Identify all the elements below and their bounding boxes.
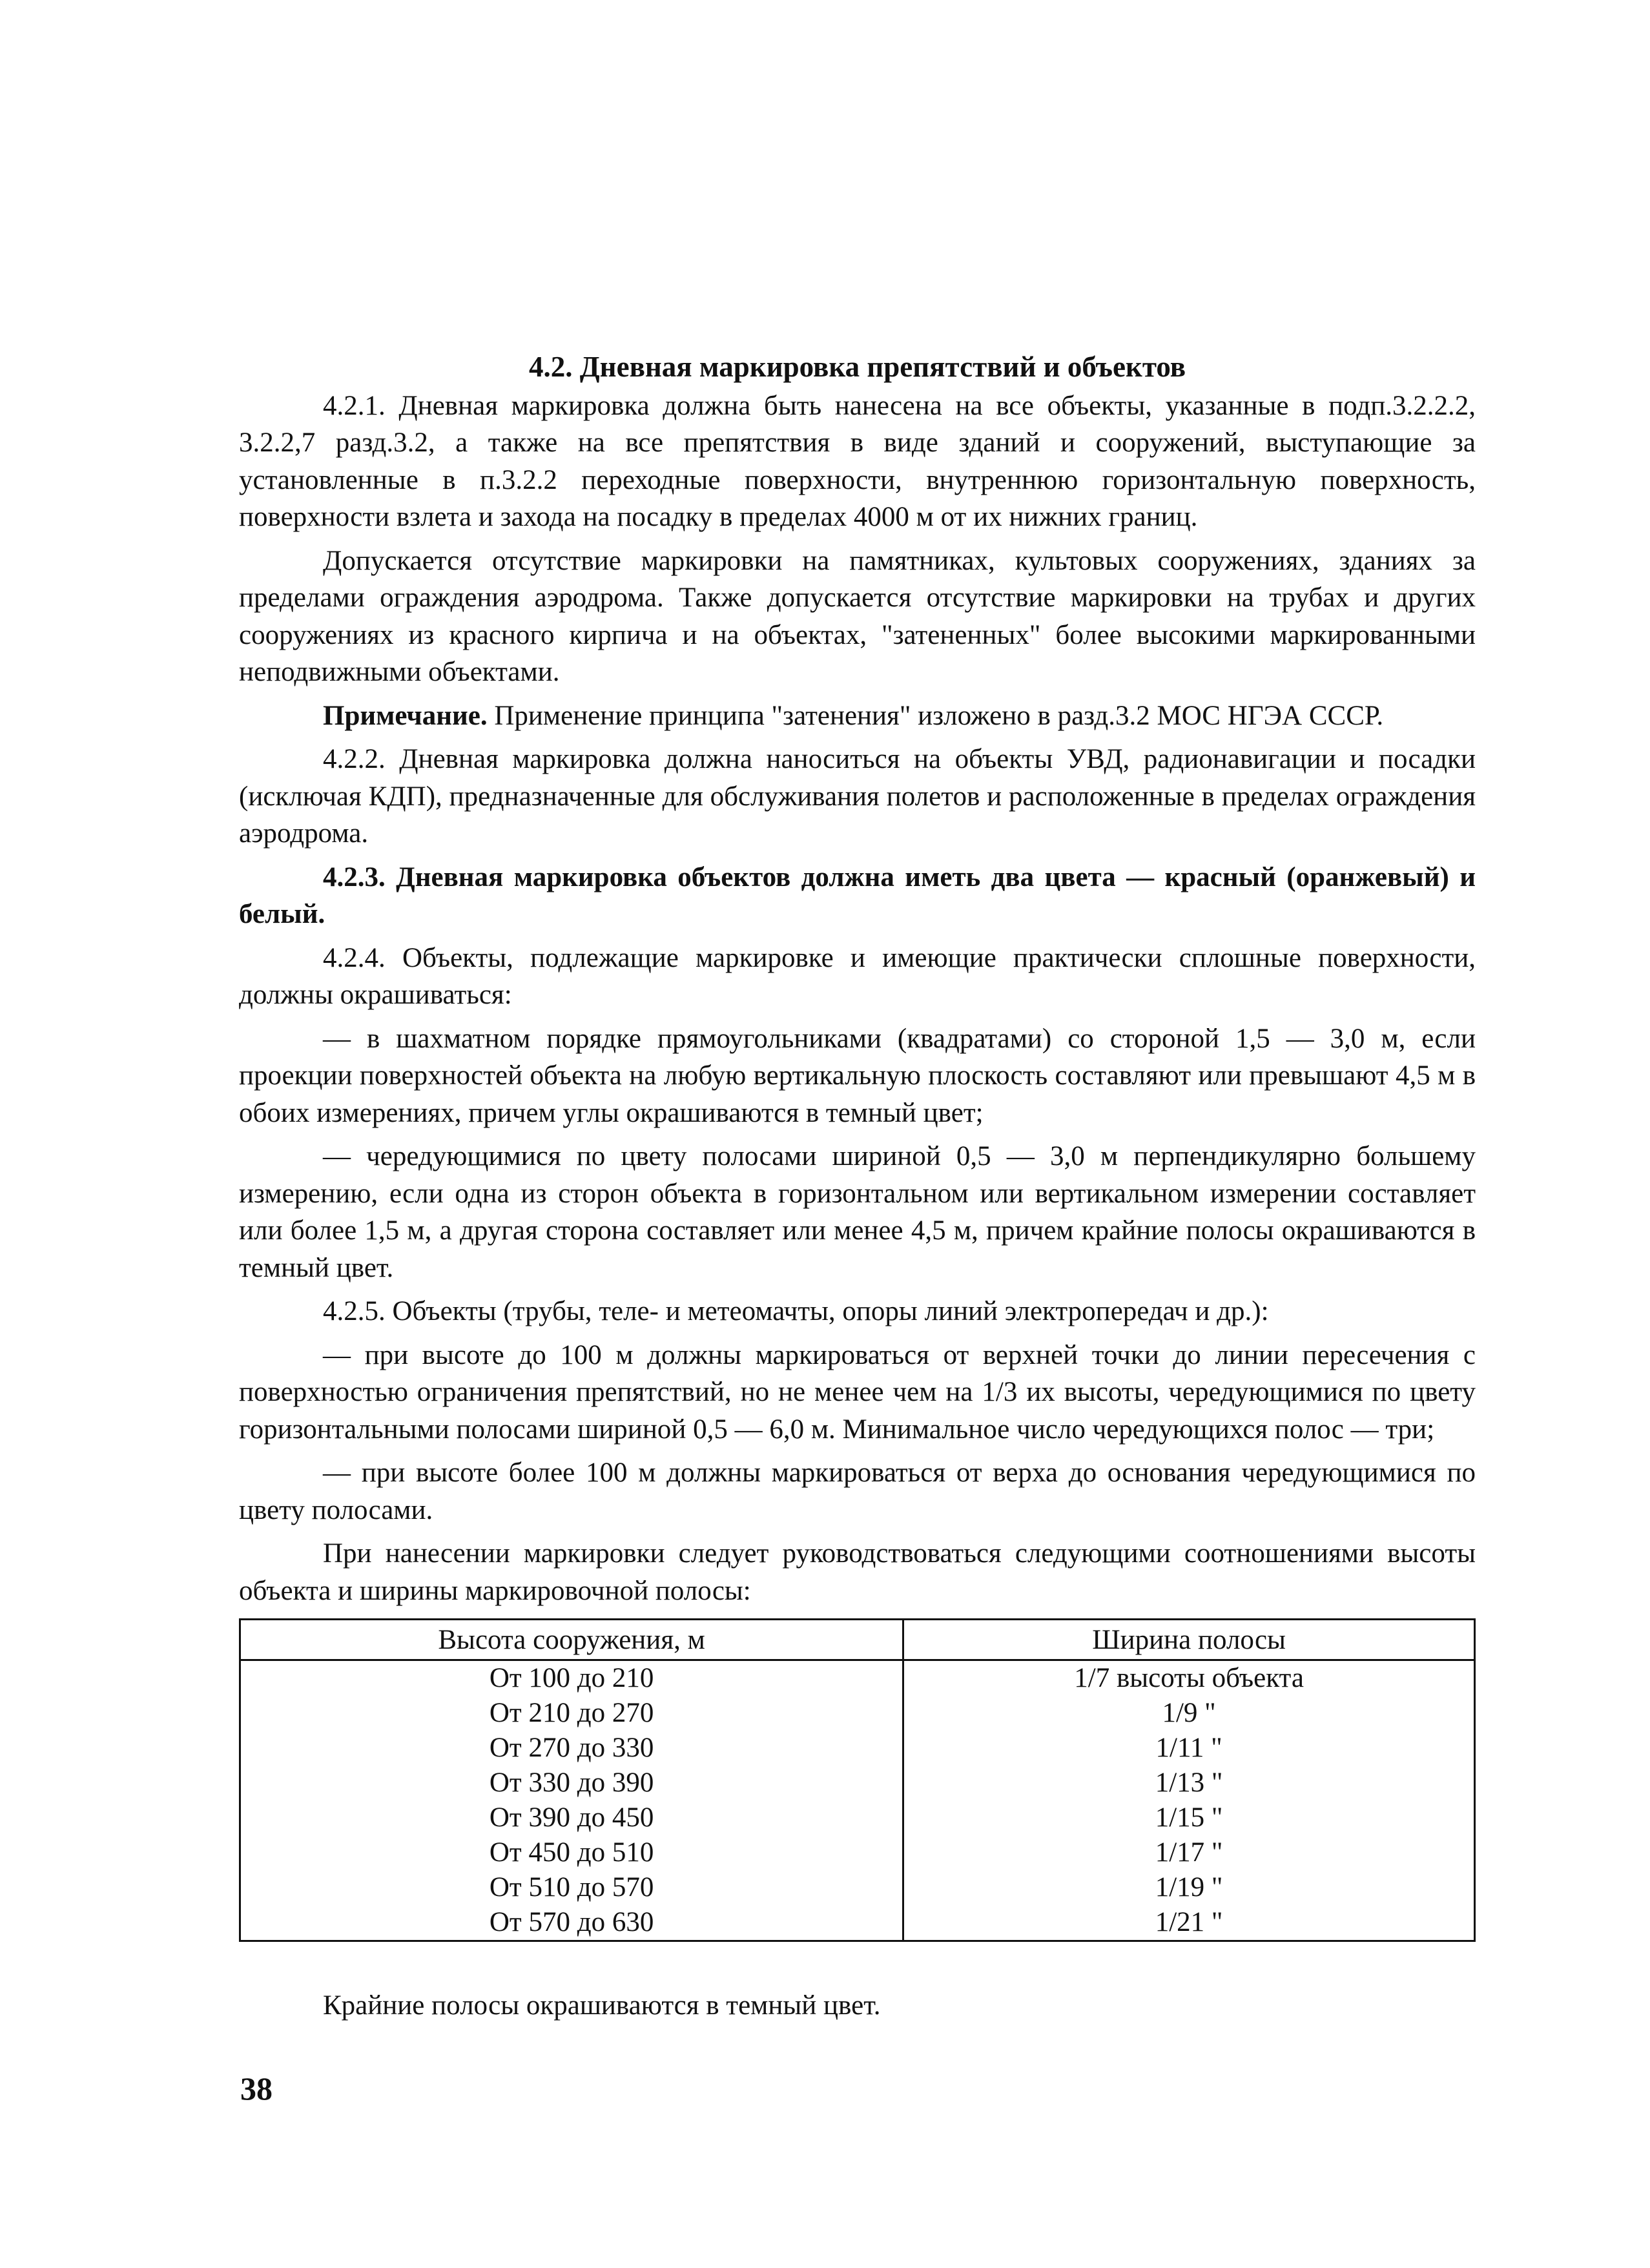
table-cell-height: От 570 до 630 [240,1905,903,1941]
table-cell-width: 1/7 высоты объекта [903,1660,1475,1696]
table-row [240,1800,1475,1835]
paragraph-4-2-3: 4.2.3. Дневная маркировка объектов должна иметь два цвета — красный (оранжевый) и белый. [239,861,1476,929]
table-cell-height: От 100 до 210 [240,1660,903,1696]
table-cell-height: От 510 до 570 [240,1870,903,1905]
paragraph-table-intro: При нанесении маркировки следует руководствоваться следующими соотношениями высоты объекта и ширины маркировочной полосы: [239,1538,1476,1606]
paragraph-4-2-5-over-100: — при высоте более 100 м должны маркироваться от верха до основания чередующимися по цвету полосами. [239,1458,1476,1525]
table-cell-width: 1/15 " [903,1800,1475,1835]
paragraph-4-2-4-checkerboard: — в шахматном порядке прямоугольниками (квадратами) со стороной 1,5 — 3,0 м, если проекции поверхностей объекта на любую вертикальную плоскость составляют или превышают 4,5 м в обоих измерениях, причем углы окрашиваются в темный цвет; [239,1023,1476,1128]
table-row [240,1835,1475,1870]
section-title: 4.2. Дневная маркировка препятствий и объектов [528,351,1186,383]
table-cell-height: От 450 до 510 [240,1835,903,1870]
table-row [240,1870,1475,1905]
paragraph-4-2-1: 4.2.1. Дневная маркировка должна быть нанесена на все объекты, указанные в подп.3.2.2.2, 3.2.2,7 разд.3.2, а также на все препятствия в виде зданий и сооружений, выступающие за установленные в п.3.2.2 переходные поверхности, внутреннюю горизонтальную поверхность, поверхности взлета и захода на посадку в пределах 4000 м от их нижних границ. [239,390,1476,532]
table-cell-height: От 390 до 450 [240,1800,903,1835]
paragraph-4-2-2: 4.2.2. Дневная маркировка должна наноситься на объекты УВД, радионавигации и посадки (исключая КДП), предназначенные для обслуживания полетов и расположенные в пределах ограждения аэродрома. [239,744,1476,849]
table-row [240,1660,1475,1696]
table-cell-width: 1/13 " [903,1766,1475,1800]
table-cell-height: От 330 до 390 [240,1766,903,1800]
paragraph-allowed-exceptions: Допускается отсутствие маркировки на памятниках, культовых сооружениях, зданиях за пределами ограждения аэродрома. Также допускается отсутствие маркировки на трубах и других сооружениях из красного кирпича и на объектах, "затененных" более высокими маркированными неподвижными объектами. [239,545,1476,687]
table-header-row [240,1620,1475,1660]
table-cell-width: 1/21 " [903,1905,1475,1941]
note-paragraph [239,697,1476,735]
table-row [240,1766,1475,1800]
note-label: Примечание. [323,700,488,731]
table-row [240,1905,1475,1941]
table-header-stripe-width: Ширина полосы [903,1620,1475,1660]
table-row [240,1696,1475,1731]
document-page [239,349,1476,2031]
paragraph-4-2-4: 4.2.4. Объекты, подлежащие маркировке и имеющие практически сплошные поверхности, должны окрашиваться: [239,942,1476,1010]
table-cell-height: От 270 до 330 [240,1731,903,1766]
page-number: 38 [240,2070,273,2107]
paragraph-4-2-4-stripes: — чередующимися по цвету полосами шириной 0,5 — 3,0 м перпендикулярно большему измерению, если одна из сторон объекта в горизонтальном или вертикальном измерении составляет или более 1,5 м, а другая сторона составляет или менее 4,5 м, причем крайние полосы окрашиваются в темный цвет. [239,1141,1476,1283]
stripe-width-table [239,1618,1476,1942]
paragraph-4-2-5-up-to-100: — при высоте до 100 м должны маркироваться от верхней точки до линии пересечения с поверхностью ограничения препятствий, но не менее чем на 1/3 их высоты, чередующимися по цвету горизонтальными полосами шириной 0,5 — 6,0 м. Минимальное число чередующихся полос — три; [239,1339,1476,1445]
paragraph-4-2-5: 4.2.5. Объекты (трубы, теле- и метеомачты, опоры линий электропередач и др.): [323,1296,1269,1326]
paragraph-closing: Крайние полосы окрашиваются в темный цвет. [323,1990,881,2021]
table-cell-width: 1/9 " [903,1696,1475,1731]
table-row [240,1731,1475,1766]
table-cell-width: 1/17 " [903,1835,1475,1870]
note-text: Применение принципа "затенения" изложено в разд.3.2 МОС НГЭА СССР. [494,700,1384,731]
table-header-height: Высота сооружения, м [240,1620,903,1660]
table-cell-width: 1/11 " [903,1731,1475,1766]
table-cell-height: От 210 до 270 [240,1696,903,1731]
table-cell-width: 1/19 " [903,1870,1475,1905]
